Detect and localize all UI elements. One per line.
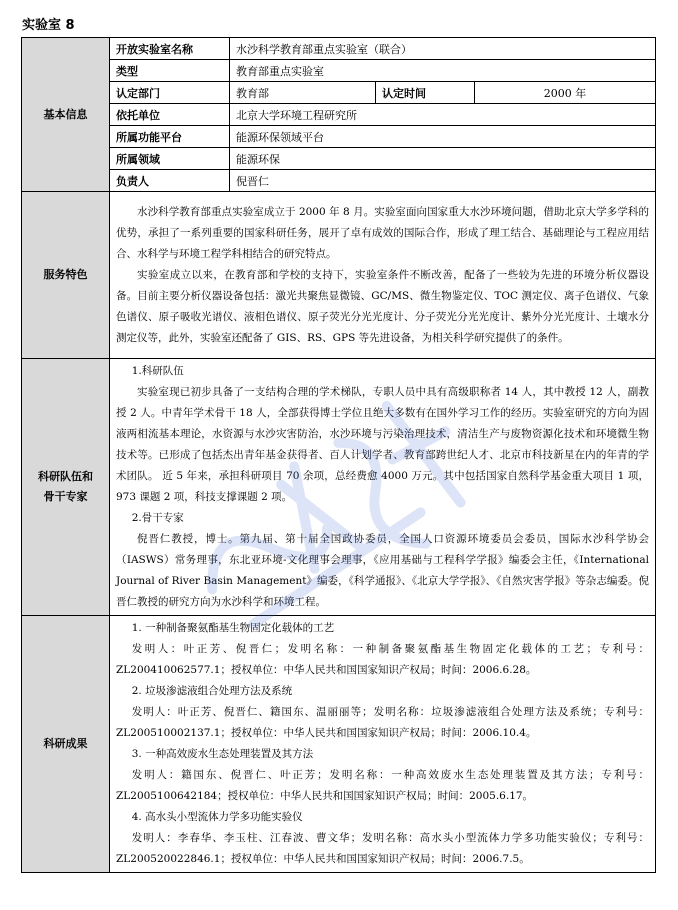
patent-3-body: 发明人：籍国东、倪晋仁、叶正芳；发明名称：一种高效废水生态处理装置及其方法；专利号：ZL2005100642184；授权单位：中华人民共和国国家知识产权局；时间：2005.6.17。 bbox=[116, 769, 649, 802]
team-heading-2: 2.骨干专家 bbox=[131, 512, 184, 524]
service-paragraph-1: 水沙科学教育部重点实验室成立于 2000 年 8 月。实验室面向国家重大水沙环境问题，借助北京大学多学科的优势，承担了一系列重要的国家科研任务，展开了卓有成效的国际合作，形成了理工结合、基础理论与工程应用结合、水科学与环境工程学科相结合的研究特点。 bbox=[116, 205, 649, 260]
section-team-line-1: 科研队伍和 bbox=[38, 470, 93, 483]
time-value: 2000 年 bbox=[475, 82, 656, 104]
section-team-line-2: 骨干专家 bbox=[43, 490, 88, 503]
row-service bbox=[22, 192, 656, 359]
patent-2-title: 2. 垃圾渗滤液组合处理方法及系统 bbox=[131, 685, 293, 697]
platform-label: 所属功能平台 bbox=[110, 126, 230, 148]
service-text bbox=[110, 192, 656, 359]
platform-value: 能源环保领域平台 bbox=[230, 126, 656, 148]
patent-3-title: 3. 一种高效废水生态处理装置及其方法 bbox=[131, 748, 314, 760]
row-host bbox=[22, 104, 656, 126]
team-paragraph-1: 实验室现已初步具备了一支结构合理的学术梯队，专职人员中具有高级职称者 14 人，其中教授 12 人，副教授 2 人。中青年学术骨干 18 人，全部获得博士学位且绝大多数有在国外学习工作的经历。实验室研究的方向为固液两相流基本理论，水资源与水沙灾害防治，水沙环境与污染治理技术，清洁生产与废物资源化技术和环境微生物技术等。已形成了包括杰出青年基金获得者、百人计划学者、教育部跨世纪人才、北京市科技新星在内的年青的学术团队。 近 5 年来，承担科研项目 70 余项，总经费愈 4000 万元。其中包括国家自然科学基金重大项目 1 项，973 课题 2 项，科技支撑课题 2 项。 bbox=[116, 386, 649, 503]
field-value: 能源环保 bbox=[230, 148, 656, 170]
service-paragraph-2: 实验室成立以来，在教育部和学校的支持下，实验室条件不断改善，配备了一些较为先进的环境分析仪器设备。目前主要分析仪器设备包括：激光共聚焦显微镜、GC/MS、微生物鉴定仪、TOC 测定仪、离子色谱仪、气象色谱仪、原子吸收光谱仪、液相色谱仪、原子荧光分光光度计、分子荧光分光光度计、紫外分光光度计、土壤水分测定仪等，此外，实验室还配备了 GIS、RS、GPS 等先进设备，为相关科学研究提供了的条件。 bbox=[116, 268, 649, 344]
patent-4-title: 4. 高水头小型流体力学多功能实验仪 bbox=[131, 811, 303, 823]
host-label: 依托单位 bbox=[110, 104, 230, 126]
type-value: 教育部重点实验室 bbox=[230, 60, 656, 82]
dept-value: 教育部 bbox=[230, 82, 376, 104]
results-text bbox=[110, 616, 656, 873]
name-value: 水沙科学教育部重点实验室（联合） bbox=[230, 38, 656, 60]
name-label: 开放实验室名称 bbox=[110, 38, 230, 60]
section-basic-info: 基本信息 bbox=[22, 38, 110, 192]
page-title: 实验室 8 bbox=[22, 18, 75, 33]
patent-2-body: 发明人：叶正芳、倪晋仁、籍国东、温丽丽等；发明名称：垃圾渗滤液组合处理方法及系统；专利号：ZL200510002137.1；授权单位：中华人民共和国国家知识产权局；时间：2006.10.4。 bbox=[116, 706, 649, 739]
row-dept bbox=[22, 82, 656, 104]
dept-label: 认定部门 bbox=[110, 82, 230, 104]
lab-info-table-frame bbox=[21, 37, 655, 873]
field-label: 所属领域 bbox=[110, 148, 230, 170]
lab-info-table bbox=[21, 37, 656, 873]
patent-4-body: 发明人：李春华、李玉柱、江春波、曹文华；发明名称：高水头小型流体力学多功能实验仪；专利号：ZL200520022846.1；授权单位：中华人民共和国国家知识产权局；时间：2006.7.5。 bbox=[116, 832, 649, 865]
time-label: 认定时间 bbox=[376, 82, 475, 104]
row-platform bbox=[22, 126, 656, 148]
row-results bbox=[22, 616, 656, 873]
row-name bbox=[22, 38, 656, 60]
type-label: 类型 bbox=[110, 60, 230, 82]
head-value: 倪晋仁 bbox=[230, 170, 656, 192]
section-team bbox=[22, 359, 110, 616]
row-field bbox=[22, 148, 656, 170]
team-heading-1: 1.科研队伍 bbox=[131, 365, 184, 377]
patent-1-title: 1. 一种制备聚氨酯基生物固定化载体的工艺 bbox=[131, 622, 335, 634]
section-results: 科研成果 bbox=[22, 616, 110, 873]
row-head bbox=[22, 170, 656, 192]
team-paragraph-2: 倪晋仁教授，博士。第九届、第十届全国政协委员，全国人口资源环境委员会委员，国际水沙科学协会（IASWS）常务理事，东北亚环境-文化理事会理事，《应用基础与工程科学学报》编委会主任，《International Journal of River Basin Management》编委，《科学通报》、《北京大学学报》、《自然灾害学报》等杂志编委。倪晋仁教授的研究方向为水沙科学和环境工程。 bbox=[116, 533, 649, 608]
row-team bbox=[22, 359, 656, 616]
patent-1-body: 发明人：叶正芳、倪晋仁；发明名称：一种制备聚氨酯基生物固定化载体的工艺；专利号：ZL200410062577.1；授权单位：中华人民共和国国家知识产权局；时间：2006.6.28。 bbox=[116, 643, 649, 676]
section-service: 服务特色 bbox=[22, 192, 110, 359]
head-label: 负责人 bbox=[110, 170, 230, 192]
row-type bbox=[22, 60, 656, 82]
host-value: 北京大学环境工程研究所 bbox=[230, 104, 656, 126]
team-text bbox=[110, 359, 656, 616]
